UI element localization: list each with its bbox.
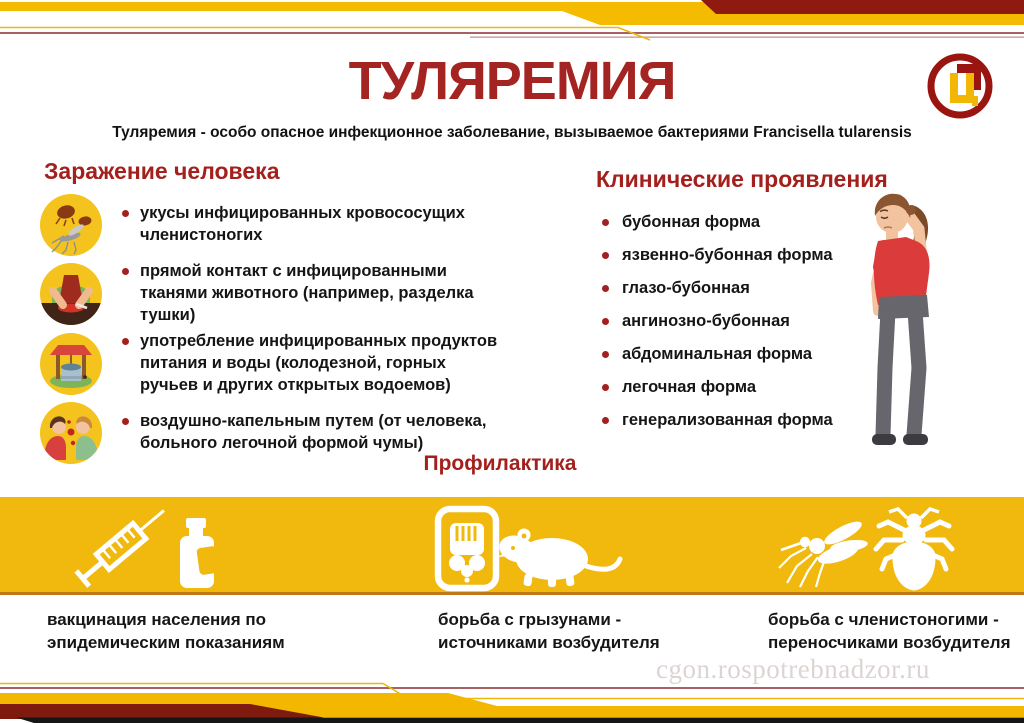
- clinical-heading: Клинические проявления: [596, 166, 888, 192]
- infection-item: [40, 194, 540, 256]
- fleas-and-mosquito-icon: [40, 194, 102, 256]
- woman-with-headache-illustration: [842, 183, 967, 458]
- clinical-item: абдоминальная форма: [600, 338, 900, 371]
- infection-item: [40, 331, 540, 396]
- water-well-icon: [40, 333, 102, 395]
- prevention-caption: вакцинация населения по эпидемическим показаниям: [47, 610, 285, 652]
- louse-icon: [876, 509, 952, 590]
- bullet-dot: [602, 351, 609, 358]
- subtitle: Туляремия - особо опасное инфекционное заболевание, вызываемое бактериями Francisella tularensis: [112, 124, 912, 141]
- bottom-decor: [0, 677, 1024, 723]
- clinical-item: ангинозно-бубонная: [600, 305, 900, 338]
- page-title: ТУЛЯРЕМИЯ: [348, 51, 676, 111]
- clinical-item: язвенно-бубонная форма: [600, 239, 900, 272]
- infection-item-text: укусы инфицированных кровососущих членистоногих: [120, 203, 505, 247]
- top-decor: [0, 0, 1024, 46]
- rat-icon: [496, 529, 620, 588]
- vaccine-vial-icon: [180, 518, 220, 588]
- animal-butchering-icon: [40, 263, 102, 325]
- rodent-trap-icon: [438, 509, 496, 588]
- bullet-dot: [602, 318, 609, 325]
- bullet-dot: [122, 210, 129, 217]
- bullet-dot: [602, 384, 609, 391]
- bullet-dot: [122, 418, 129, 425]
- bullet-dot: [602, 219, 609, 226]
- clinical-item: бубонная форма: [600, 206, 900, 239]
- mosquito-icon: [779, 517, 869, 587]
- prevention-heading: Профилактика: [423, 452, 577, 475]
- infection-item-text: употребление инфицированных продуктов питания и воды (колодезной, горных ручьев и других открытых водоемов): [120, 331, 505, 396]
- infection-item-text: прямой контакт с инфицированными тканями животного (например, разделка тушки): [120, 261, 505, 326]
- infection-list: [40, 194, 540, 469]
- prevention-caption: борьба с членистоногими - переносчиками возбудителя: [768, 610, 1011, 652]
- bullet-dot: [602, 252, 609, 259]
- prevention-caption: борьба с грызунами - источниками возбудителя: [438, 610, 660, 652]
- clinical-item: легочная форма: [600, 371, 900, 404]
- infection-item-text: воздушно-капельным путем (от человека, больного легочной формой чумы): [120, 411, 505, 455]
- bullet-dot: [122, 338, 129, 345]
- bullet-dot: [602, 285, 609, 292]
- syringe-icon: [76, 503, 170, 586]
- clinical-item: глазо-бубонная: [600, 272, 900, 305]
- clinical-item: генерализованная форма: [600, 404, 900, 437]
- prevention-icons: [0, 497, 1024, 595]
- infection-heading: Заражение человека: [44, 158, 280, 184]
- bullet-dot: [122, 268, 129, 275]
- watermark: cgon.rospotrebnadzor.ru: [656, 654, 930, 684]
- infection-item: [40, 261, 540, 326]
- bullet-dot: [602, 417, 609, 424]
